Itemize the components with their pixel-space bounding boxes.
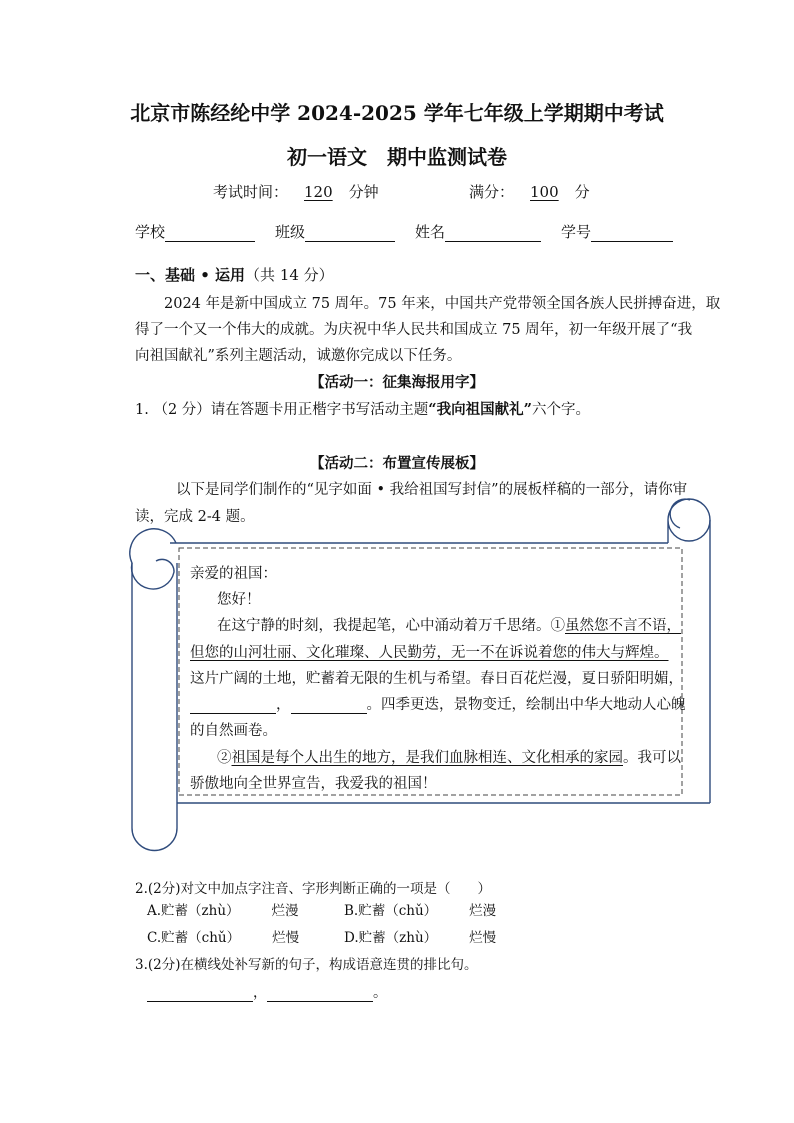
field-class-label: 班级 <box>275 223 306 241</box>
field-class-blank[interactable] <box>305 225 395 242</box>
field-name-blank[interactable] <box>445 225 541 242</box>
question-1 <box>135 398 590 419</box>
exam-subtitle: 初一语文 期中监测试卷 <box>287 145 507 169</box>
field-name <box>415 221 541 242</box>
section-heading <box>135 264 334 285</box>
field-id <box>561 221 673 242</box>
letter-line-1 <box>217 614 681 635</box>
field-school-blank[interactable] <box>165 225 255 242</box>
letter-line-2 <box>190 641 669 662</box>
activity-1-heading: 【活动一：征集海报用字】 <box>310 374 484 391</box>
letter-line-6-underlined: 祖国是每个人出生的地方，是我们血脉相连、文化相承的家园 <box>231 750 623 766</box>
score-unit: 分 <box>574 183 590 201</box>
q2-option-c-label: C.贮蓄（chǔ） <box>147 930 241 946</box>
field-id-blank[interactable] <box>591 225 673 242</box>
field-school-label: 学校 <box>135 223 166 241</box>
full-score <box>469 181 590 202</box>
q3-answer-line <box>147 982 387 1002</box>
section-heading-title: 一、基础 • 运用 <box>135 266 246 284</box>
field-id-label: 学号 <box>561 223 592 241</box>
q1-text: 请在答题卡用正楷字书写活动主题 <box>210 402 429 418</box>
q3-end: 。 <box>373 985 387 1001</box>
letter-line-7: 骄傲地向全世界宣告，我爱我的祖国！ <box>190 776 437 792</box>
question-2-stem: 2.(2分)对文中加点字注音、字形判断正确的一项是（ ） <box>135 881 492 897</box>
question-3-stem: 3.(2分)在横线处补写新的句子，构成语意连贯的排比句。 <box>135 957 478 973</box>
q3-sep: ， <box>253 985 267 1001</box>
score-value: 100 <box>530 183 559 201</box>
q2-option-d[interactable] <box>344 926 496 946</box>
q2-option-c[interactable] <box>147 926 299 946</box>
activity-2-intro-2: 读，完成 2-4 题。 <box>135 509 255 525</box>
q2-option-a-label: A.贮蓄（zhù） <box>147 903 240 919</box>
exam-title: 北京市陈经纶中学 2024-2025 学年七年级上学期期中考试 <box>130 101 664 125</box>
q1-score: （2 分） <box>153 402 211 418</box>
score-label: 满分： <box>469 183 515 201</box>
letter-blank-1[interactable] <box>190 697 276 714</box>
q2-option-b-label: B.贮蓄（chǔ） <box>344 903 438 919</box>
letter-blank-2[interactable] <box>291 697 367 714</box>
letter-line-5: 的自然画卷。 <box>190 723 277 739</box>
q2-option-c-word: 烂慢 <box>272 930 300 946</box>
letter-line-1-underlined: 虽然您不言不语， <box>565 618 681 634</box>
field-school <box>135 221 255 242</box>
q3-blank-1[interactable] <box>147 985 253 1002</box>
field-name-label: 姓名 <box>415 223 446 241</box>
letter-line-6-rest: 。我可以 <box>623 750 681 766</box>
q1-text-end: 六个字。 <box>531 402 590 418</box>
letter-line-3: 这片广阔的土地，贮蓄着无限的生机与希望。春日百花烂漫，夏日骄阳明媚， <box>190 671 683 687</box>
time-value: 120 <box>304 183 333 201</box>
intro-line-3: 向祖国献礼”系列主题活动，诚邀你完成以下任务。 <box>135 348 462 364</box>
letter-line-2-underlined: 但您的山河壮丽、文化璀璨、人民勤劳，无一不在诉说着您的伟大与辉煌。 <box>190 645 669 661</box>
letter-blank-sep: ， <box>276 697 291 713</box>
intro-line-2: 得了一个又一个伟大的成就。为庆祝中华人民共和国成立 75 周年，初一年级开展了“我 <box>135 322 693 338</box>
letter-greeting: 亲爱的祖国： <box>190 566 277 582</box>
letter-line-6-num: ② <box>217 750 232 766</box>
time-unit: 分钟 <box>348 183 379 201</box>
intro-line-1: 2024 年是新中国成立 75 周年。75 年来，中国共产党带领全国各族人民拼搏奋进，取 <box>164 296 721 312</box>
q2-option-a-word: 烂漫 <box>271 903 299 919</box>
q2-option-d-word: 烂慢 <box>469 930 497 946</box>
q2-option-b-word: 烂漫 <box>469 903 497 919</box>
letter-hello: 您好！ <box>217 592 261 608</box>
q3-blank-2[interactable] <box>267 985 373 1002</box>
q2-option-a[interactable] <box>147 899 299 919</box>
letter-line-4-rest: 。四季更迭，景物变迁，绘制出中华大地动人心魄 <box>366 697 686 713</box>
q1-theme: “我向祖国献礼” <box>428 401 532 418</box>
time-label: 考试时间： <box>213 183 289 201</box>
field-class <box>275 221 395 242</box>
q1-number: 1. <box>135 402 149 418</box>
section-heading-note: （共 14 分） <box>245 266 334 284</box>
q2-option-d-label: D.贮蓄（zhù） <box>344 930 438 946</box>
q2-option-b[interactable] <box>344 899 496 919</box>
letter-line-6 <box>217 746 681 767</box>
activity-2-intro-1: 以下是同学们制作的“见字如面 • 我给祖国写封信”的展板样稿的一部分，请你审 <box>176 482 688 498</box>
letter-line-1-text: 在这宁静的时刻，我提起笔，心中涌动着万千思绪。① <box>217 618 565 634</box>
exam-time <box>213 181 379 202</box>
activity-2-heading: 【活动二：布置宣传展板】 <box>310 455 484 472</box>
letter-line-4 <box>190 693 686 714</box>
